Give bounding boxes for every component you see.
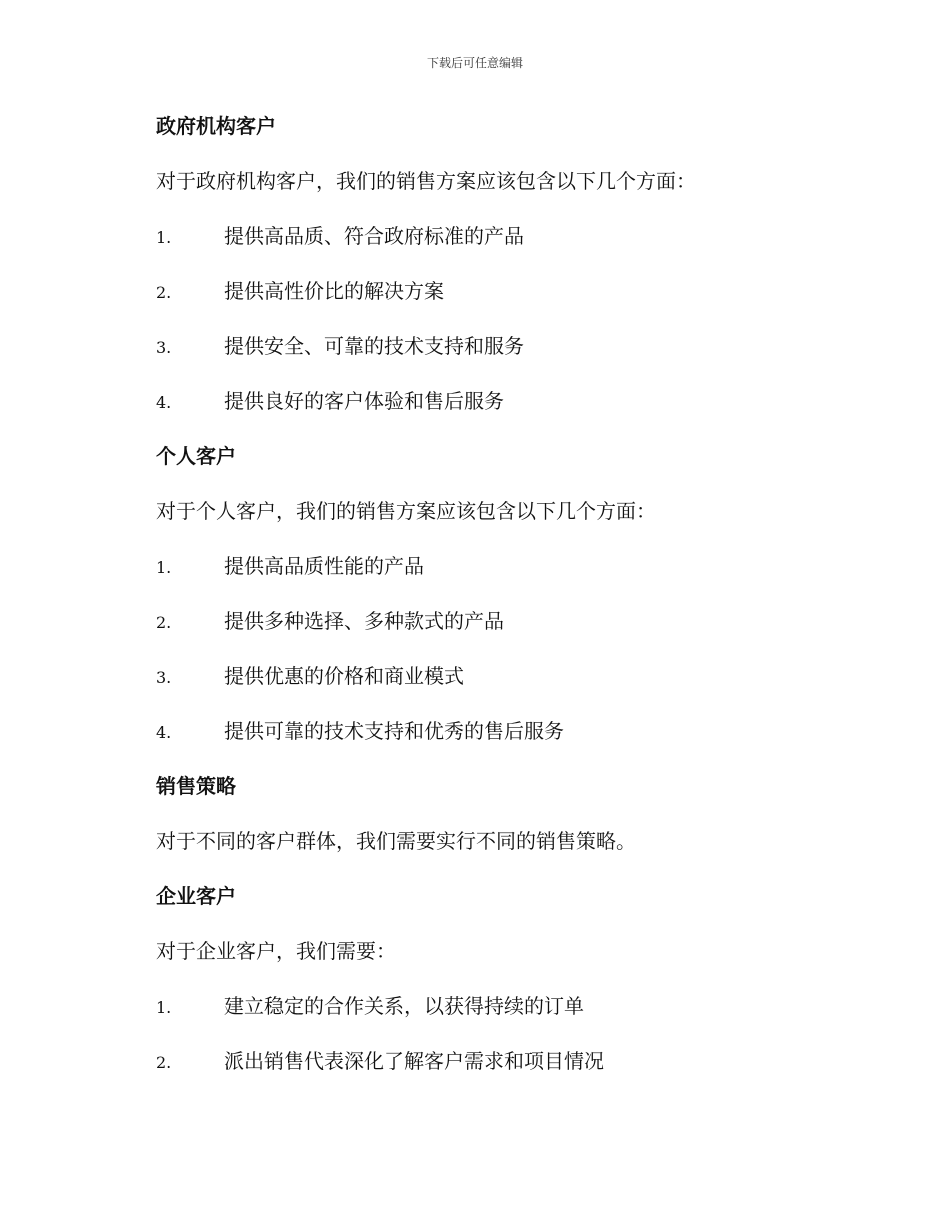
list-text: 提供可靠的技术支持和优秀的售后服务	[224, 719, 564, 743]
section-heading-government: 政府机构客户	[156, 114, 276, 138]
list-number: 1.	[156, 558, 172, 577]
section-heading-sales-strategy: 销售策略	[156, 774, 236, 798]
list-number: 2.	[156, 283, 172, 302]
list-number: 2.	[156, 613, 172, 632]
list-item	[156, 385, 796, 417]
list-number: 2.	[156, 1053, 172, 1072]
list-text: 提供优惠的价格和商业模式	[224, 664, 464, 688]
list-number: 4.	[156, 723, 172, 742]
list-item	[156, 220, 796, 252]
list-text: 建立稳定的合作关系，以获得持续的订单	[224, 994, 584, 1018]
section-intro-enterprise: 对于企业客户，我们需要：	[156, 939, 396, 963]
list-text: 派出销售代表深化了解客户需求和项目情况	[224, 1049, 604, 1073]
list-item	[156, 605, 796, 637]
list-number: 1.	[156, 998, 172, 1017]
section-intro-government: 对于政府机构客户，我们的销售方案应该包含以下几个方面：	[156, 169, 696, 193]
list-item	[156, 550, 796, 582]
section-intro-individual: 对于个人客户，我们的销售方案应该包含以下几个方面：	[156, 499, 656, 523]
list-item	[156, 660, 796, 692]
list-item	[156, 715, 796, 747]
page-header: 下载后可任意编辑	[426, 56, 523, 70]
section-intro-sales-strategy: 对于不同的客户群体，我们需要实行不同的销售策略。	[156, 829, 636, 853]
list-number: 4.	[156, 393, 172, 412]
list-number: 3.	[156, 338, 172, 357]
section-heading-enterprise: 企业客户	[156, 884, 236, 908]
list-item	[156, 330, 796, 362]
list-text: 提供良好的客户体验和售后服务	[224, 389, 504, 413]
list-text: 提供高品质、符合政府标准的产品	[224, 224, 524, 248]
document-body	[156, 110, 796, 1100]
section-heading-individual: 个人客户	[156, 444, 236, 468]
list-item	[156, 275, 796, 307]
list-item	[156, 990, 796, 1022]
list-number: 1.	[156, 228, 172, 247]
list-number: 3.	[156, 668, 172, 687]
list-text: 提供安全、可靠的技术支持和服务	[224, 334, 524, 358]
list-text: 提供高性价比的解决方案	[224, 279, 444, 303]
list-item	[156, 1045, 796, 1077]
list-text: 提供多种选择、多种款式的产品	[224, 609, 504, 633]
list-text: 提供高品质性能的产品	[224, 554, 424, 578]
